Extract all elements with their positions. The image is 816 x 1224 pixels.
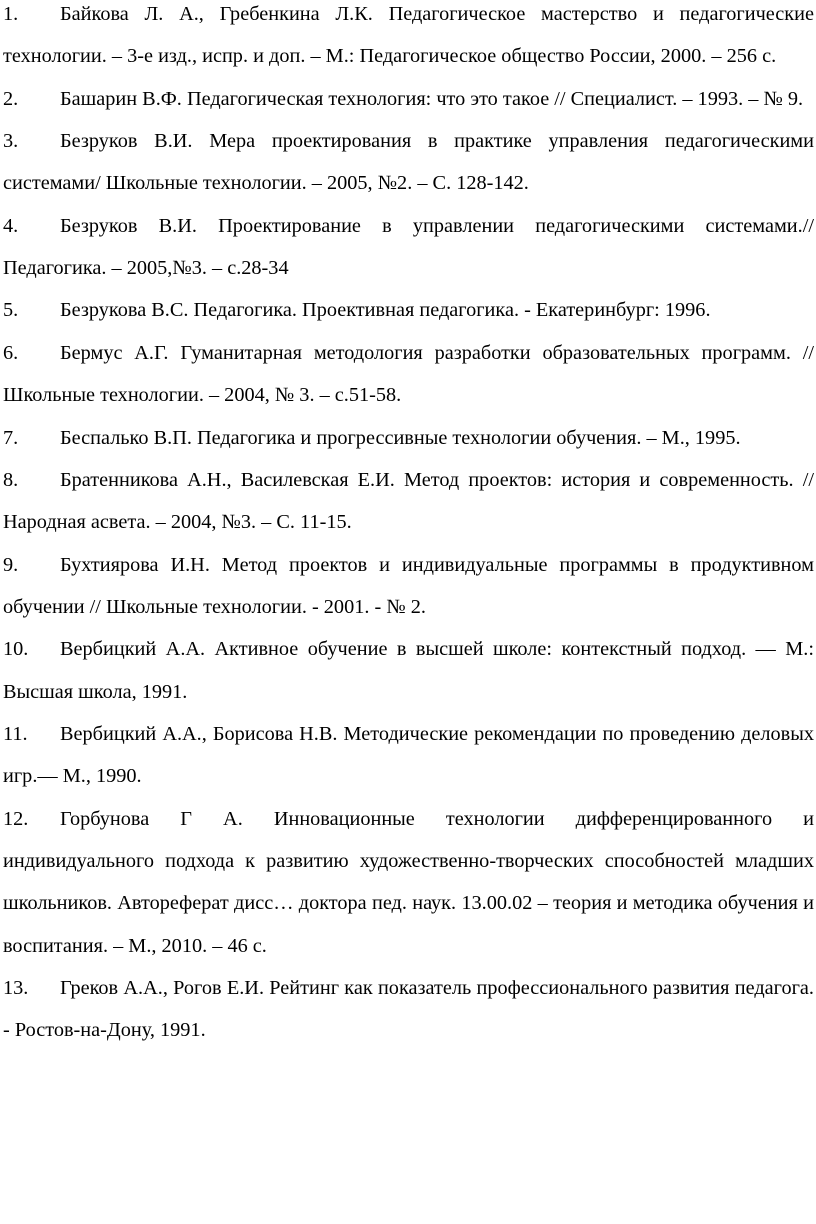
reference-item	[3, 713, 814, 798]
reference-number: 3.	[3, 130, 19, 153]
reference-text: Безруков В.И. Проектирование в управлении педагогическими системами.// Педагогика. – 2005,№3. – с.28-34	[3, 214, 814, 280]
reference-item	[3, 332, 814, 417]
reference-text: Беспалько В.П. Педагогика и прогрессивные технологии обучения. – М., 1995.	[60, 426, 741, 449]
reference-text: Безруков В.И. Мера проектирования в практике управления педагогическими системами/ Школьные технологии. – 2005, №2. – С. 128-142.	[3, 130, 814, 195]
reference-item	[3, 628, 814, 713]
reference-number: 7.	[3, 426, 19, 449]
reference-item	[3, 417, 814, 459]
reference-text: Вербицкий А.А., Борисова Н.В. Методические рекомендации по проведению деловых игр.— М., 1990.	[3, 722, 814, 788]
reference-text: Бермус А.Г. Гуманитарная методология разработки образовательных программ. // Школьные технологии. – 2004, № 3. – с.51-58.	[3, 341, 814, 407]
reference-text: Бухтиярова И.Н. Метод проектов и индивидуальные программы в продуктивном обучении // Школьные технологии. - 2001. - № 2.	[3, 553, 814, 618]
reference-item	[3, 459, 814, 544]
reference-item	[3, 120, 814, 205]
reference-item	[3, 798, 814, 967]
reference-number: 6.	[3, 341, 19, 364]
reference-number: 1.	[3, 3, 19, 25]
reference-text: Вербицкий А.А. Активное обучение в высшей школе: контекстный подход. — М.: Высшая школа, 1991.	[3, 638, 814, 703]
reference-item	[3, 967, 814, 1052]
reference-number: 2.	[3, 87, 19, 110]
reference-item	[3, 0, 814, 78]
reference-text: Безрукова В.С. Педагогика. Проективная педагогика. - Екатеринбург: 1996.	[60, 299, 711, 322]
reference-item	[3, 544, 814, 629]
reference-text: Братенникова А.Н., Василевская Е.И. Метод проектов: история и современность. // Народная асвета. – 2004, №3. – С. 11-15.	[3, 468, 814, 534]
reference-number: 9.	[3, 553, 19, 576]
reference-item	[3, 205, 814, 290]
reference-text: Греков А.А., Рогов Е.И. Рейтинг как показатель профессионального развития педагога. - Ростов-на-Дону, 1991.	[3, 976, 814, 1042]
reference-number: 8.	[3, 468, 19, 491]
reference-number: 13.	[3, 976, 29, 999]
reference-text: Башарин В.Ф. Педагогическая технология: что это такое // Специалист. – 1993. – № 9.	[60, 87, 804, 110]
reference-number: 10.	[3, 638, 29, 661]
reference-number: 12.	[3, 807, 29, 830]
reference-item	[3, 289, 814, 331]
reference-number: 11.	[3, 722, 28, 745]
reference-list	[3, 0, 814, 1052]
reference-text: Байкова Л. А., Гребенкина Л.К. Педагогическое мастерство и педагогические технологии. – 3-е изд., испр. и доп. – М.: Педагогическое общество России, 2000. – 256 с.	[3, 3, 814, 68]
reference-number: 5.	[3, 299, 19, 322]
reference-number: 4.	[3, 214, 19, 237]
reference-text: Горбунова Г А. Инновационные технологии дифференцированного и индивидуального подхода к развитию художественно-творческих способностей младших школьников. Автореферат дисс… доктора пед. наук. 13.00.02 – теория и методика обучения и воспитания. – М., 2010. – 46 с.	[3, 807, 814, 957]
reference-item	[3, 78, 814, 120]
